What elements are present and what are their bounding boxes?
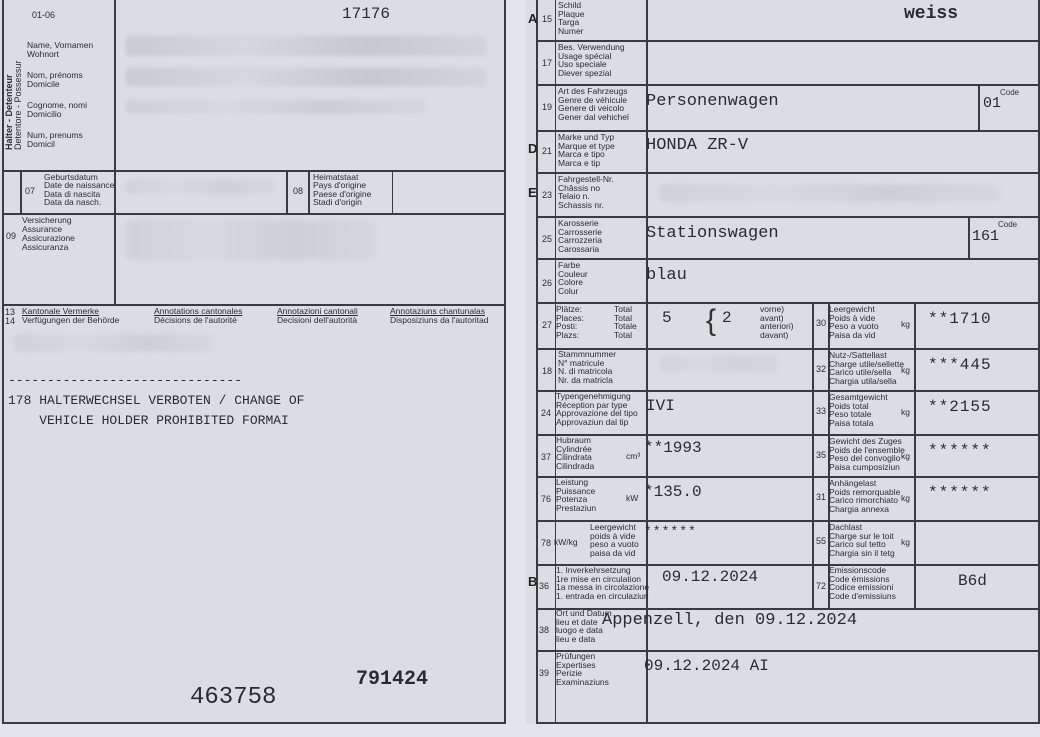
row30-unit: kg <box>901 319 910 329</box>
row78-label-2: poids à vide <box>590 530 636 541</box>
row27-num: 27 <box>542 320 553 330</box>
row35-label-1: Gewicht des Zuges <box>829 436 902 446</box>
row27-value: 5 <box>662 309 672 327</box>
row78-label-3: peso a vuoto <box>590 539 639 550</box>
row72-num: 72 <box>816 581 827 591</box>
birth-label-2: Date de naissance <box>44 180 115 190</box>
row18-label-4: Nr. da matricla <box>558 374 613 385</box>
row27-front-label-3: anteriori) <box>760 321 794 332</box>
heimat-label-1: Heimatstaat <box>313 172 359 182</box>
cantonal-label-de-1: Kantonale Vermerke <box>22 306 100 316</box>
row23-label-2: Châssis no <box>558 182 601 193</box>
heimat-label-3: Paese d'origine <box>313 189 372 199</box>
row30-label-4: Paisa da vid <box>829 329 876 340</box>
cantonal-num-13: 13 <box>5 307 16 317</box>
row36-num: 36 <box>539 581 550 591</box>
row32-unit: kg <box>901 365 910 375</box>
row76-unit: kW <box>626 493 639 503</box>
row30-label-1: Leergewicht <box>829 304 875 314</box>
row39-value: 09.12.2024 AI <box>644 657 769 675</box>
row33-unit: kg <box>901 407 910 417</box>
row24-label-1: Typengenehmigung <box>556 391 631 401</box>
row19-label-4: Gener dal vehichel <box>558 111 629 122</box>
row31-value: ****** <box>928 484 992 502</box>
row55-label-1: Dachlast <box>829 522 863 532</box>
insurance-num: 09 <box>6 231 17 241</box>
row30-label-2: Poids à vide <box>829 312 876 323</box>
row55-num: 55 <box>816 536 827 546</box>
row76-label-3: Potenza <box>556 494 588 505</box>
redacted-holder-address <box>126 68 486 86</box>
row18-label-1: Stammnummer <box>558 349 617 359</box>
row25-label-3: Carrozzeria <box>558 235 602 246</box>
row76-label-2: Puissance <box>556 485 596 496</box>
name-label-rm-2: Domicil <box>27 139 55 149</box>
heimat-num: 08 <box>293 186 304 196</box>
row78-label-4: paisa da vid <box>590 547 636 558</box>
row25-label-1: Karosserie <box>558 218 599 228</box>
row39-label-2: Expertises <box>556 659 596 670</box>
row78-label-1: Leergewicht <box>590 522 636 532</box>
row19-label-2: Genre de véhicule <box>558 94 627 105</box>
row19-value: 01 <box>983 95 1002 112</box>
row37-value: **1993 <box>644 439 702 457</box>
row27-front-label-4: davant) <box>760 329 789 340</box>
row19-label-1: Art des Fahrzeugs <box>558 86 628 96</box>
row36-letter: B <box>528 574 538 589</box>
row31-label-3: Carico rimorchiato <box>829 495 898 506</box>
row25-value: 161 <box>972 228 1000 245</box>
row36-value: 09.12.2024 <box>662 568 759 586</box>
birth-label-3: Data di nascita <box>44 189 101 199</box>
row78-num: 78 <box>541 538 552 548</box>
row55-unit: kg <box>901 537 910 547</box>
row15-letter: A <box>528 11 538 26</box>
row21-label-4: Marca e tip <box>558 157 601 168</box>
cantonal-label-fr-2: Décisions de l'autorité <box>154 315 237 325</box>
row24-label-2: Réception par type <box>556 399 628 410</box>
row32-value: ***445 <box>928 356 992 374</box>
row35-label-3: Peso del convoglio <box>829 453 901 464</box>
row31-label-1: Anhängelast <box>829 478 877 488</box>
row15-label-4: Numer <box>558 25 584 36</box>
row26-num: 26 <box>542 278 553 288</box>
row15-label-3: Targa <box>558 17 580 28</box>
row15-value: weiss <box>904 4 959 24</box>
halter-label-2: Detentore - Possessur <box>13 60 23 150</box>
row37-label-1: Hubraum <box>556 435 591 445</box>
row27-label-4: Plazs: <box>556 329 580 340</box>
remark-line-2: VEHICLE HOLDER PROHIBITED FORMAI <box>8 413 289 428</box>
redacted-holder-name <box>126 36 486 56</box>
row27-total-label-1: Total <box>614 304 632 314</box>
row37-num: 37 <box>541 452 552 462</box>
row38-label-2: lieu et date <box>556 616 598 627</box>
row19-num: 19 <box>542 102 553 112</box>
row37-unit: cm³ <box>626 451 641 461</box>
row38-label-4: lieu e data <box>556 633 596 644</box>
row21-num: 21 <box>542 146 553 156</box>
row27-total-label-2: Total <box>614 312 632 323</box>
row23-label-4: Schassis nr. <box>558 199 604 210</box>
row36-label-3: 1a messa in circolazione <box>556 582 650 593</box>
row38-value: Appenzell, den 09.12.2024 <box>602 611 858 630</box>
row35-num: 35 <box>816 450 827 460</box>
bottom-number-a: 463758 <box>190 684 277 711</box>
row25-label-4: Carossaria <box>558 243 600 254</box>
row27-label-3: Posti: <box>556 321 578 332</box>
top-number: 17176 <box>342 5 391 23</box>
row24-value: IVI <box>646 397 675 415</box>
row32-num: 32 <box>816 364 827 374</box>
row23-num: 23 <box>542 190 553 200</box>
row27-label-1: Plätze: <box>556 304 582 314</box>
redacted-cantonal-note <box>14 334 214 352</box>
row76-value: *135.0 <box>644 483 702 501</box>
row27-brace: { <box>706 304 717 337</box>
row26-label-2: Couleur <box>558 268 588 279</box>
row32-label-4: Chargia utila/sella <box>829 375 897 386</box>
row23-label-3: Telaio n. <box>558 191 590 202</box>
cantonal-label-fr-1: Annotations cantonales <box>154 306 243 316</box>
row78-unit-label: kW/kg <box>554 537 578 547</box>
redacted-matricule <box>660 356 780 372</box>
row32-label-2: Charge utile/sellette <box>829 358 905 369</box>
row18-label-3: N. di matricola <box>558 366 613 377</box>
row27-value: 2 <box>722 309 732 327</box>
row32-label-3: Carico utile/sella <box>829 367 892 378</box>
row21-label-3: Marca e tipo <box>558 149 605 160</box>
row35-value: ****** <box>928 442 992 460</box>
name-label-de-1: Name, Vornamen <box>27 40 94 50</box>
date-code: 01-06 <box>32 10 56 20</box>
remark-line-1: 178 HALTERWECHSEL VERBOTEN / CHANGE OF <box>8 393 305 408</box>
row17-label-4: Diever spezial <box>558 67 612 78</box>
row24-label-4: Approvaziun dal tip <box>556 416 629 427</box>
row76-num: 76 <box>541 494 552 504</box>
row17-num: 17 <box>542 58 553 68</box>
cantonal-label-rm-2: Disposiziuns da l'autoritad <box>390 315 489 325</box>
row26-label-4: Colur <box>558 285 579 296</box>
row23-label-1: Fahrgestell-Nr. <box>558 174 614 184</box>
row21-value: HONDA ZR-V <box>646 136 749 155</box>
row17-label-2: Usage spécial <box>558 50 612 61</box>
row19-value: Personenwagen <box>646 92 779 111</box>
row18-label-2: N° matricule <box>558 357 605 368</box>
name-label-de-2: Wohnort <box>27 49 59 59</box>
insurance-label-4: Assicuranza <box>22 242 69 252</box>
heimat-label-2: Pays d'origine <box>313 180 367 190</box>
insurance-label-1: Versicherung <box>22 215 72 225</box>
row72-value: B6d <box>958 572 987 590</box>
row33-label-1: Gesamtgewicht <box>829 392 888 402</box>
row39-label-3: Perizie <box>556 668 582 679</box>
row35-unit: kg <box>901 451 910 461</box>
row26-label-3: Colore <box>558 277 584 288</box>
row27-label-2: Places: <box>556 312 584 323</box>
row33-label-3: Peso totale <box>829 409 872 420</box>
heimat-label-4: Stadi d'origin <box>313 197 362 207</box>
halter-label-1: Halter - Detenteur <box>4 74 14 150</box>
bottom-number-b: 791424 <box>356 668 429 691</box>
row21-label-2: Marque et type <box>558 140 615 151</box>
row35-label-4: Paisa cumposiziun <box>829 461 900 472</box>
row25-value: Stationswagen <box>646 224 779 243</box>
redacted-insurance <box>126 220 376 260</box>
row39-num: 39 <box>539 668 550 678</box>
row39-label-1: Prüfungen <box>556 651 596 661</box>
row23-letter: E <box>528 185 537 200</box>
row24-label-3: Approvazione del tipo <box>556 408 638 419</box>
name-label-fr-1: Nom, prénoms <box>27 70 83 80</box>
row76-label-4: Prestaziun <box>556 502 597 513</box>
row24-num: 24 <box>541 408 552 418</box>
row33-value: **2155 <box>928 398 992 416</box>
cantonal-label-rm-1: Annotaziuns chantunalas <box>390 306 485 316</box>
row37-label-3: Cilindrata <box>556 452 592 463</box>
name-label-rm-1: Num, prenums <box>27 130 83 140</box>
row72-label-1: Emissionscode <box>829 565 887 575</box>
row72-label-3: Codice emissioni <box>829 582 894 593</box>
row21-letter: D <box>528 141 538 156</box>
row72-label-4: Code d'emissiuns <box>829 590 896 601</box>
row33-label-2: Poids total <box>829 400 869 411</box>
row15-num: 15 <box>542 14 553 24</box>
redacted-holder-extra <box>126 100 426 114</box>
redacted-chassis <box>660 184 1000 202</box>
row27-front-label-1: vorne) <box>760 304 785 314</box>
row76-label-1: Leistung <box>556 477 589 487</box>
row19-code-label: Code <box>1000 88 1020 97</box>
row30-label-3: Peso a vuoto <box>829 321 879 332</box>
row21-label-1: Marke und Typ <box>558 132 615 142</box>
name-label-fr-2: Domicile <box>27 79 60 89</box>
row27-total-label-3: Totale <box>614 321 637 332</box>
name-label-it-1: Cognome, nomi <box>27 100 88 110</box>
birth-num: 07 <box>25 186 36 196</box>
birth-label-4: Data da nasch. <box>44 197 102 207</box>
insurance-label-3: Assicurazione <box>22 233 75 243</box>
cantonal-label-it-1: Annotazioni cantonali <box>277 306 358 316</box>
row15-label-2: Plaque <box>558 8 585 19</box>
insurance-label-2: Assurance <box>22 224 63 234</box>
row37-label-2: Cylindrée <box>556 443 592 454</box>
row25-num: 25 <box>542 234 553 244</box>
row78-value: ****** <box>644 524 697 539</box>
row39-label-4: Examinaziuns <box>556 676 609 687</box>
name-label-it-2: Domicilio <box>27 109 62 119</box>
cantonal-label-de-2: Verfügungen der Behörde <box>22 315 120 325</box>
row26-value: blau <box>646 266 687 285</box>
row38-label-1: Ort und Datum <box>556 608 612 618</box>
row31-num: 31 <box>816 492 827 502</box>
row36-label-4: 1. entrada en circulaziun <box>556 590 649 601</box>
row18-num: 18 <box>542 366 553 376</box>
redacted-birthdate <box>126 180 276 194</box>
row55-label-4: Chargia sin il tetg <box>829 547 895 558</box>
row27-front-label-2: avant) <box>760 312 784 323</box>
row15-label-1: Schild <box>558 0 582 10</box>
row26-label-1: Farbe <box>558 260 581 270</box>
row36-label-2: 1re mise en circulation <box>556 573 642 584</box>
row35-label-2: Poids de l'ensemble <box>829 444 905 455</box>
row25-label-2: Carrosserie <box>558 226 602 237</box>
row32-label-1: Nutz-/Sattellast <box>829 350 887 360</box>
cantonal-num-14: 14 <box>5 316 16 326</box>
birth-label-1: Geburtsdatum <box>44 172 98 182</box>
row38-label-3: luogo e data <box>556 625 603 636</box>
row33-label-4: Paisa totala <box>829 417 874 428</box>
row27-total-label-4: Total <box>614 329 632 340</box>
row55-label-2: Charge sur le toit <box>829 530 894 541</box>
row30-num: 30 <box>816 318 827 328</box>
row31-unit: kg <box>901 493 910 503</box>
row17-label-1: Bes. Verwendung <box>558 42 625 52</box>
row72-label-2: Code émissions <box>829 573 890 584</box>
row36-label-1: 1. Inverkehrsetzung <box>556 565 631 575</box>
row19-label-3: Genere di veicolo <box>558 103 625 114</box>
row31-label-4: Chargia annexa <box>829 503 890 514</box>
cantonal-label-it-2: Decisioni dell'autorità <box>277 315 358 325</box>
row38-num: 38 <box>539 625 550 635</box>
row33-num: 33 <box>816 406 827 416</box>
row30-value: **1710 <box>928 310 992 328</box>
row31-label-2: Poids remorquable <box>829 486 901 497</box>
row25-code-label: Code <box>998 220 1018 229</box>
row37-label-4: Cilindrada <box>556 460 595 471</box>
row55-label-3: Carico sul tetto <box>829 539 886 550</box>
row17-label-3: Uso speciale <box>558 59 607 70</box>
remark-dash-line: ------------------------------ <box>8 373 243 388</box>
